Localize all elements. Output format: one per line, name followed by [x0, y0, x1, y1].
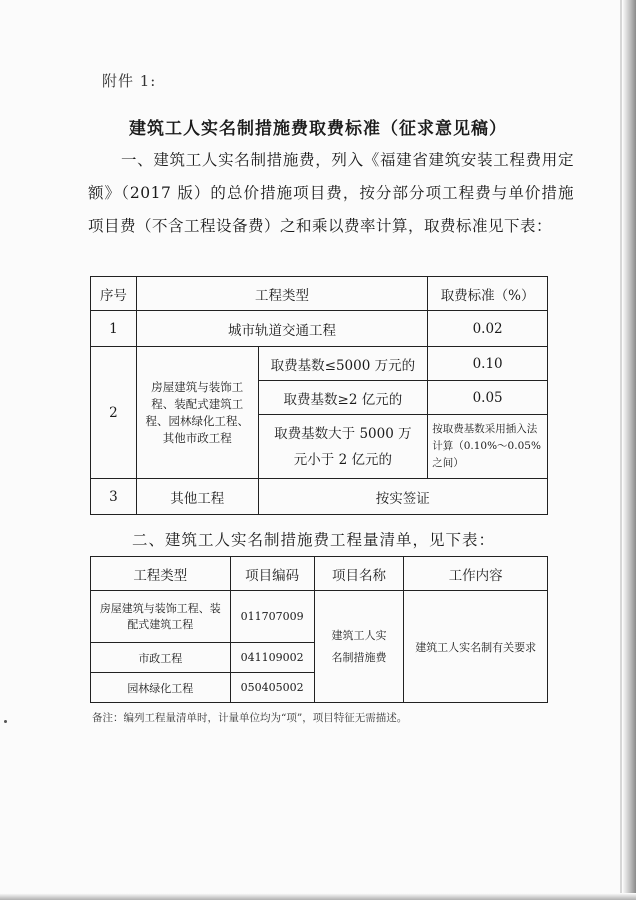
table1-cell-type: 其他工程 — [136, 479, 258, 515]
table2-cell-name: 建筑工人实名制措施费 — [314, 591, 404, 703]
table2-header-code: 项目编码 — [230, 557, 314, 591]
scan-speck — [4, 720, 7, 723]
table2-cell-type: 房屋建筑与装饰工程、装配式建筑工程 — [91, 591, 231, 643]
table2-cell-type: 园林绿化工程 — [91, 673, 231, 703]
table1-cell-base: 取费基数≤5000 万元的 — [258, 347, 428, 381]
table1-cell-seq: 2 — [91, 347, 137, 479]
fee-standard-table — [90, 276, 548, 515]
bill-of-quantities-table — [90, 556, 548, 703]
table2-header-name: 项目名称 — [314, 557, 404, 591]
table2-cell-code: 041109002 — [230, 643, 314, 673]
table1-cell-seq: 1 — [91, 311, 137, 347]
table2-cell-code: 011707009 — [230, 591, 314, 643]
table1-cell-rate: 0.02 — [428, 311, 548, 347]
table1-cell-seq: 3 — [91, 479, 137, 515]
table1-cell-type: 城市轨道交通工程 — [136, 311, 427, 347]
table2-cell-code: 050405002 — [230, 673, 314, 703]
table1-cell-rate: 0.10 — [428, 347, 548, 381]
page-bottom-edge — [0, 893, 636, 900]
table2-header-type: 工程类型 — [91, 557, 231, 591]
attachment-label: 附件 1: — [102, 72, 157, 90]
remark-note: 备注：编列工程量清单时，计量单位均为“项”，项目特征无需描述。 — [92, 712, 408, 724]
table1-cell-base: 取费基数≥2 亿元的 — [258, 381, 428, 415]
table1-cell-type: 房屋建筑与装饰工程、装配式建筑工程、园林绿化工程、其他市政工程 — [136, 347, 258, 479]
section-2-heading: 二、建筑工人实名制措施费工程量清单，见下表： — [132, 531, 496, 549]
table1-cell-rate: 按实签证 — [258, 479, 547, 515]
table1-header-seq: 序号 — [91, 277, 137, 311]
document-title: 建筑工人实名制措施费取费标准（征求意见稿） — [129, 119, 507, 139]
table2-cell-content: 建筑工人实名制有关要求 — [404, 591, 548, 703]
table1-header-type: 工程类型 — [136, 277, 427, 311]
section-1-paragraph: 一、建筑工人实名制措施费，列入《福建省建筑安装工程费用定额》（2017 版）的总价措施项目费，按分部分项工程费与单价措施项目费（不含工程设备费）之和乘以费率计算，取费标准见下表： — [88, 151, 574, 235]
table1-header-rate: 取费标准（%） — [428, 277, 548, 311]
table1-cell-base: 取费基数大于 5000 万元小于 2 亿元的 — [258, 415, 428, 479]
table2-cell-type: 市政工程 — [91, 643, 231, 673]
table1-cell-rate: 0.05 — [428, 381, 548, 415]
table1-cell-rate-note: 按取费基数采用插入法计算（0.10%～0.05%之间） — [428, 415, 548, 479]
table2-header-content: 工作内容 — [404, 557, 548, 591]
